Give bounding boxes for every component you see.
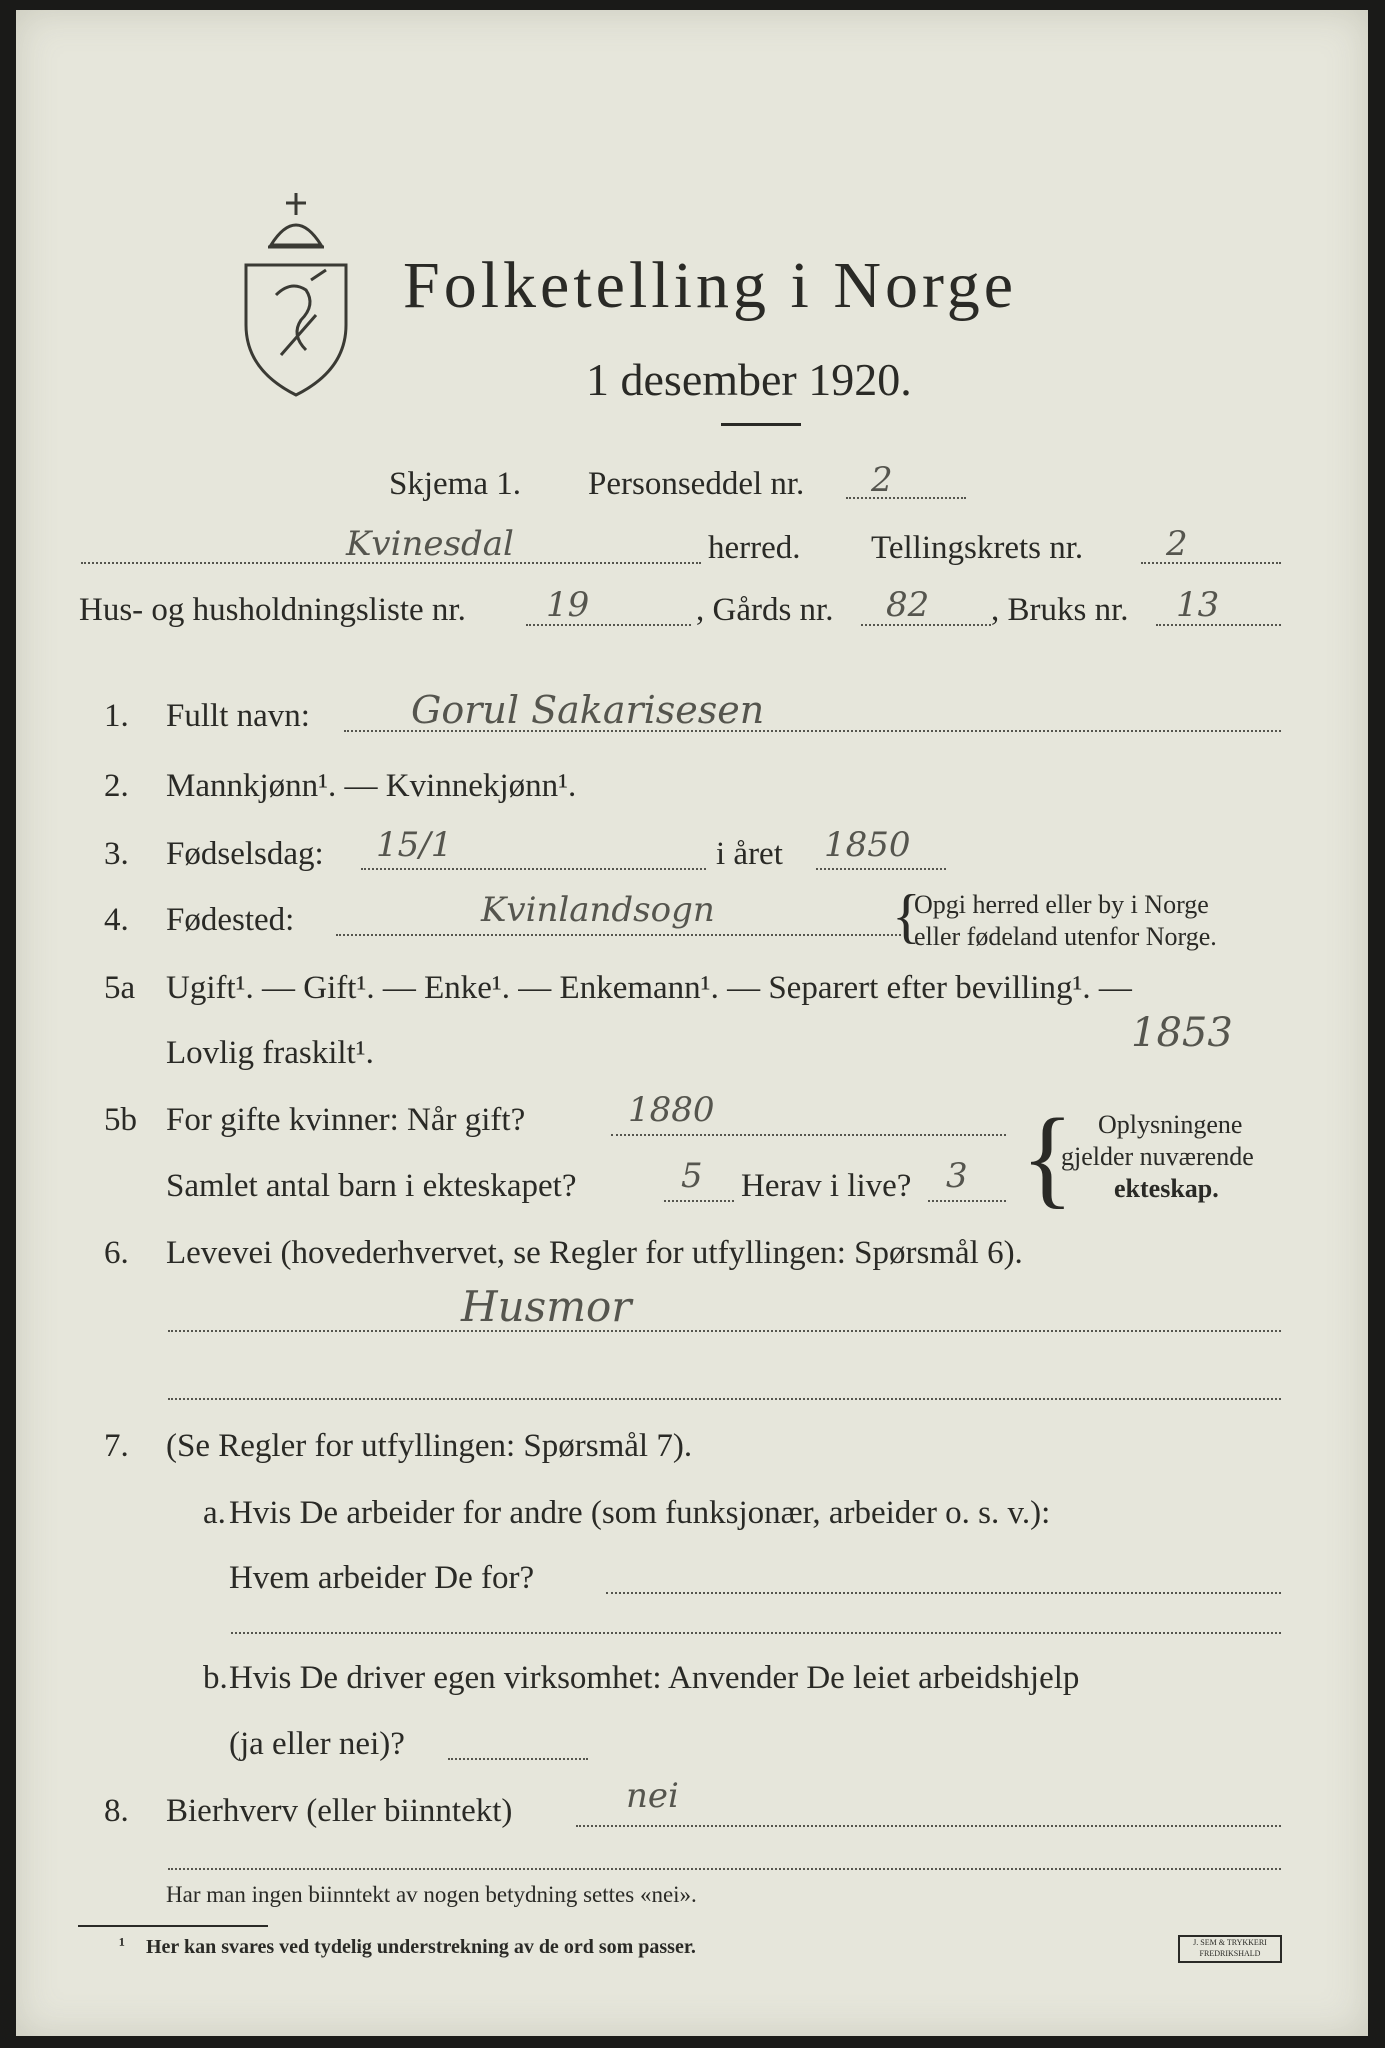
q7a-label-2: Hvem arbeider De for? xyxy=(229,1560,535,1596)
skjema-label: Skjema 1. xyxy=(389,466,521,502)
printer-stamp: J. SEM & TRYKKERI FREDRIKSHALD xyxy=(1178,1935,1282,1963)
q5b-married-value[interactable]: 1880 xyxy=(628,1090,715,1130)
hus-label: Hus- og husholdningsliste nr. xyxy=(79,592,466,628)
q5b-note-3: ekteskap. xyxy=(1114,1174,1219,1203)
tellingskrets-line xyxy=(1141,562,1281,564)
q6-number: 6. xyxy=(104,1235,129,1271)
footnote-mark: ¹ xyxy=(119,1934,125,1956)
gards-label: , Gårds nr. xyxy=(696,592,834,628)
q8-line-1 xyxy=(576,1825,1281,1827)
footnote-text: Her kan svares ved tydelig understrekning av de ord som passer. xyxy=(146,1936,696,1958)
q4-note-2: eller fødeland utenfor Norge. xyxy=(914,922,1217,951)
q5b-note-2: gjelder nuværende xyxy=(1061,1142,1254,1171)
q3-year-label: i året xyxy=(716,836,783,872)
q7-label: (Se Regler for utfyllingen: Spørsmål 7). xyxy=(166,1428,693,1464)
q3-birthday-value[interactable]: 15/1 xyxy=(376,825,453,865)
q3-label: Fødselsdag: xyxy=(166,836,324,872)
q3-number: 3. xyxy=(104,836,129,872)
q3-day-line xyxy=(361,868,706,870)
q2-gender-options[interactable]: Mannkjønn¹. — Kvinnekjønn¹. xyxy=(166,768,577,804)
q4-number: 4. xyxy=(104,902,129,938)
q4-bracket: { xyxy=(892,883,921,949)
q5a-number: 5a xyxy=(104,970,136,1006)
herred-value[interactable]: Kvinesdal xyxy=(346,524,514,564)
q7a-number: a. xyxy=(203,1495,226,1531)
footnote-rule xyxy=(78,1925,268,1927)
q5a-margin-note: 1853 xyxy=(1131,1010,1233,1056)
q5b-married-line xyxy=(611,1134,1006,1136)
q5b-children-label: Samlet antal barn i ekteskapet? xyxy=(166,1168,577,1204)
q5b-alive-line xyxy=(928,1200,1006,1202)
personseddel-value[interactable]: 2 xyxy=(871,460,893,500)
q4-note-1: Opgi herred eller by i Norge xyxy=(914,890,1209,919)
q5a-marital-options-2[interactable]: Lovlig fraskilt¹. xyxy=(166,1035,374,1071)
personseddel-line xyxy=(846,497,966,499)
q5b-children-line xyxy=(664,1200,734,1202)
q5b-children-value[interactable]: 5 xyxy=(681,1156,703,1196)
q8-label: Bierhverv (eller biinntekt) xyxy=(166,1793,513,1829)
bruks-value[interactable]: 13 xyxy=(1176,585,1220,625)
q5b-alive-label: Herav i live? xyxy=(741,1168,912,1204)
bruks-label: , Bruks nr. xyxy=(991,592,1129,628)
census-form-sheet xyxy=(16,10,1368,2036)
q3-year-line xyxy=(816,868,946,870)
personseddel-label: Personseddel nr. xyxy=(588,466,805,502)
q6-occupation-value[interactable]: Husmor xyxy=(461,1282,632,1331)
q7b-number: b. xyxy=(203,1660,228,1696)
q5b-label: For gifte kvinner: Når gift? xyxy=(166,1102,526,1138)
q1-number: 1. xyxy=(104,698,129,734)
q6-line-1 xyxy=(168,1330,1281,1332)
title-divider xyxy=(721,423,801,426)
herred-label: herred. xyxy=(708,530,801,566)
q5b-alive-value[interactable]: 3 xyxy=(946,1156,968,1196)
q7b-line[interactable] xyxy=(448,1758,588,1760)
q5b-number: 5b xyxy=(104,1102,137,1138)
q8-number: 8. xyxy=(104,1793,129,1829)
q3-year-value[interactable]: 1850 xyxy=(824,825,911,865)
q1-full-name-value[interactable]: Gorul Sakarisesen xyxy=(411,688,765,732)
q2-number: 2. xyxy=(104,768,129,804)
q5b-bracket: { xyxy=(1021,1096,1074,1218)
q8-line-2 xyxy=(168,1868,1281,1870)
q7b-label: Hvis De driver egen virksomhet: Anvender De leiet arbeidshjelp xyxy=(229,1660,1080,1696)
hus-value[interactable]: 19 xyxy=(546,585,590,625)
q6-line-2 xyxy=(168,1398,1281,1400)
q7-number: 7. xyxy=(104,1428,129,1464)
biinntekt-note: Har man ingen biinntekt av nogen betydning settes «nei». xyxy=(166,1882,697,1907)
norwegian-coat-of-arms-icon xyxy=(236,185,356,400)
q7b-label-2: (ja eller nei)? xyxy=(229,1726,405,1762)
q5a-marital-options[interactable]: Ugift¹. — Gift¹. — Enke¹. — Enkemann¹. — Separert efter bevilling¹. — xyxy=(166,970,1132,1006)
q4-line xyxy=(336,934,901,936)
census-date: 1 desember 1920. xyxy=(586,354,912,405)
q7a-line-2[interactable] xyxy=(231,1632,1281,1634)
q5b-note-1: Oplysningene xyxy=(1098,1110,1243,1139)
q1-label: Fullt navn: xyxy=(166,698,310,734)
tellingskrets-value[interactable]: 2 xyxy=(1166,524,1188,564)
q8-side-income-value[interactable]: nei xyxy=(626,1776,679,1816)
q4-label: Fødested: xyxy=(166,902,295,938)
form-title: Folketelling i Norge xyxy=(403,249,1018,322)
gards-value[interactable]: 82 xyxy=(886,585,930,625)
tellingskrets-label: Tellingskrets nr. xyxy=(871,530,1084,566)
q4-birthplace-value[interactable]: Kvinlandsogn xyxy=(481,890,715,930)
q6-label: Levevei (hovederhvervet, se Regler for utfyllingen: Spørsmål 6). xyxy=(166,1235,1023,1271)
q7a-label: Hvis De arbeider for andre (som funksjonær, arbeider o. s. v.): xyxy=(229,1495,1051,1531)
q7a-line-1[interactable] xyxy=(606,1592,1281,1594)
